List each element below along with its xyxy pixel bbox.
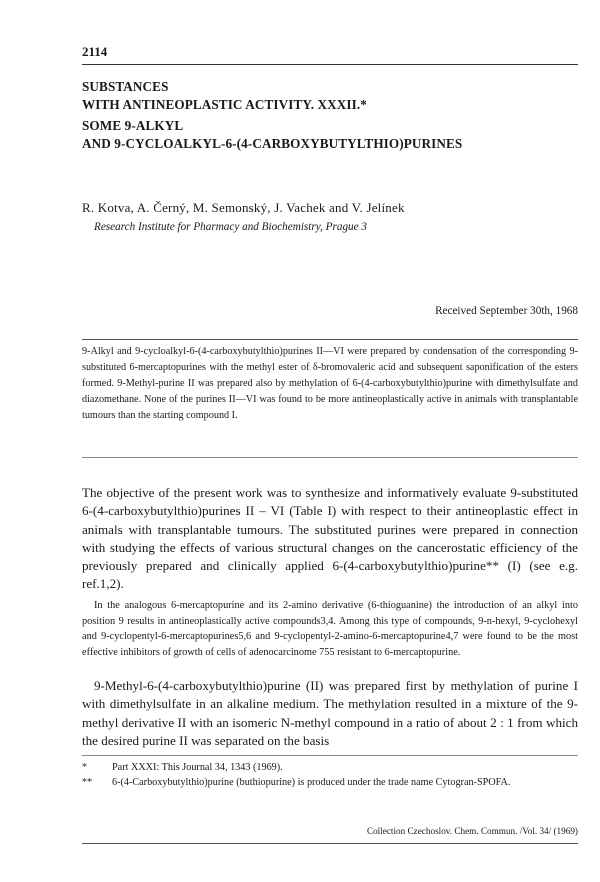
title-line-4: AND 9-CYCLOALKYL-6-(4-CARBOXYBUTYLTHIO)PURINES [82, 135, 463, 151]
abstract-rule-top [82, 339, 578, 340]
header-rule [82, 64, 578, 65]
footer-rule [82, 843, 578, 844]
footnote [82, 775, 578, 790]
author-list: R. Kotva, A. Černý, M. Semonský, J. Vachek and V. Jelínek [82, 200, 405, 215]
abstract: 9-Alkyl and 9-cycloalkyl-6-(4-carboxybutylthio)purines II—VI were prepared by condensation of the corresponding 9-substituted 6-mercaptopurines with the methyl ester of δ-bromovaleric acid and subsequent saponification of the esters formed. 9-Methyl-purine II was prepared also by methylation of 6-(4-carboxybutylthio)purine with dimethylsulfate and diazomethane. None of the purines II—VI was found to be more antineoplastically active in animals with transplantable tumours than the starting compound I. [82, 346, 578, 421]
abstract-rule-bottom [82, 457, 578, 458]
page-number: 2114 [82, 44, 108, 59]
body-paragraph-1: The objective of the present work was to synthesize and informatively evaluate 9-substituted 6-(4-carboxybutylthio)purines II – VI (Table I) with respect to their antineoplastic effect in animals with transplantable tumours. The substituted purines were prepared in connection with studying the effects of various structural changes on the cancerostatic efficiency of the previously prepared and clinically applied 6-(4-carboxybutylthio)purine** (I) (see e.g. ref.1,2). [82, 485, 578, 592]
received-date: Received September 30th, 1968 [435, 305, 578, 317]
title-line-2: WITH ANTINEOPLASTIC ACTIVITY. XXXII.* [82, 96, 367, 112]
article-title [82, 78, 578, 152]
footnote-rule [82, 755, 578, 756]
affiliation: Research Institute for Pharmacy and Biochemistry, Prague 3 [94, 221, 368, 233]
footnote-mark: ** [82, 777, 93, 789]
journal-citation: Collection Czechoslov. Chem. Commun. /Vol. 34/ (1969) [366, 826, 578, 836]
footnote [82, 760, 578, 775]
body-paragraph-3: 9-Methyl-6-(4-carboxybutylthio)purine (II) was prepared first by methylation of purine I with dimethylsulfate in an alkaline medium. The methylation resulted in a mixture of the 9-methyl derivative II with an isomeric N-methyl compound in a ratio of about 2 : 1 from which the desired purine II was separated on the basis [82, 678, 578, 748]
body-paragraph-2: In the analogous 6-mercaptopurine and its 2-amino derivative (6-thioguanine) the introduction of an alkyl into position 9 results in antineoplastically active compounds3,4. Among this type of compounds, 9-n-hexyl, 9-cyclohexyl and 9-cyclopentyl-6-mercaptopurines5,6 and 9-cyclopentyl-2-amino-6-mercaptopurine4,7 were found to be the most effective inhibitors of growth of cells of adenocarcinome 755 resistant to 6-mercaptopurine. [82, 600, 578, 658]
title-line-3: SOME 9-ALKYL [82, 118, 184, 133]
title-line-1: SUBSTANCES [82, 79, 169, 94]
footnote-text: Part XXXI: This Journal 34, 1343 (1969). [112, 762, 283, 773]
footnotes [82, 760, 578, 790]
footnote-mark: * [82, 762, 88, 773]
footnote-text: 6-(4-Carboxybutylthio)purine (buthiopurine) is produced under the trade name Cytogran-SPOFA. [112, 777, 511, 789]
